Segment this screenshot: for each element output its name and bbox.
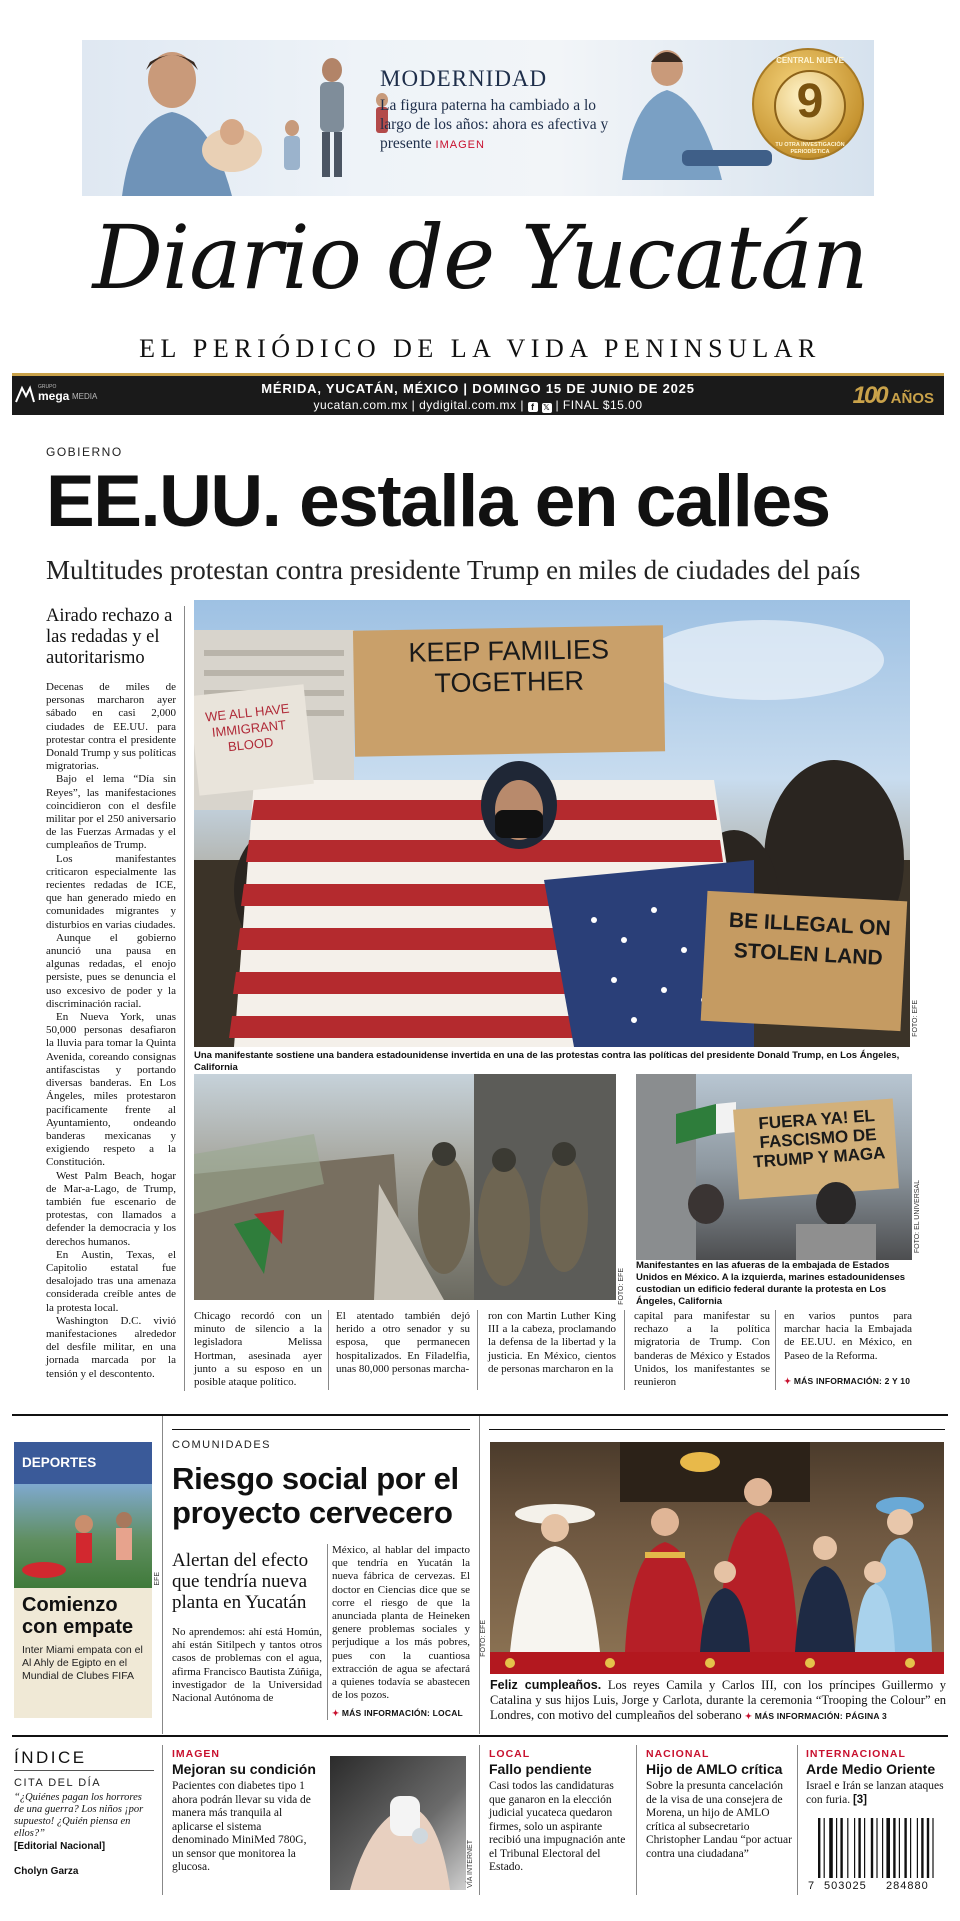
anniversary-number: 100 — [852, 382, 887, 409]
lead-photo[interactable] — [194, 600, 910, 1047]
para: Washington D.C. vivió manifestaciones alrededor del desfile militar, en una jornada marcada por la tensión y el descontento. — [46, 1314, 176, 1380]
dateline-text: MÉRIDA, YUCATÁN, MÉXICO | DOMINGO 15 DE JUNIO DE 2025 — [261, 381, 695, 396]
central-nueve-medal — [752, 48, 864, 160]
embassy-photo-credit: FOTO: EL UNIVERSAL — [914, 1180, 921, 1254]
index-rule — [14, 1770, 154, 1771]
anniversary-badge — [853, 382, 934, 410]
column-rule — [162, 1745, 163, 1895]
para: En Nueva York, unas 50,000 personas desafiaron la lluvia para tomar la Quinta Avenida, coreando consignas antifascistas y portando diversas banderas. En Los Ángeles, miles protestaron pacíficamente frente al Ayuntamiento, ondeando banderas mexicanas y exigiendo respeto a la Constitución. — [46, 1011, 176, 1169]
marines-photo-credit: FOTO: EFE — [618, 1268, 625, 1305]
logo-name: mega — [38, 389, 70, 403]
brief-imagen[interactable] — [172, 1748, 316, 1875]
barcode — [808, 1818, 944, 1898]
quote-text: “¿Quiénes pagan los horrores de una guerra? Los niños ¡por supuesto! ¿Quién piensa en ellos?” — [14, 1792, 144, 1839]
embassy-photo-caption: Manifestantes en las afueras de la embajada de Estados Unidos en México. A la izquierda, marines estadounidenses custodian un edificio federal durante la protesta en Los Ángeles, California — [636, 1260, 906, 1307]
banner-text: La figura paterna ha cambiado a lo largo de los años: ahora es afectiva y presente — [380, 97, 609, 152]
column-rule — [775, 1310, 776, 1390]
sign-immigrant-blood: WE ALL HAVE IMMIGRANT BLOOD — [204, 700, 291, 755]
section-rule — [172, 1429, 470, 1430]
more-info-label: MÁS INFORMACIÓN: — [754, 1711, 843, 1721]
anniversary-word: AÑOS — [890, 390, 934, 407]
lead-photo-caption: Una manifestante sostiene una bandera estadounidense invertida en una de las protestas contra las políticas del presidente Donald Trump, en Los Ángeles, California — [194, 1050, 900, 1073]
comunidades-deck: Alertan del efecto que tendría nueva planta en Yucatán — [172, 1550, 309, 1613]
para: West Palm Beach, hogar de Mar-a-Lago, de Trump, también fue escenario de protestas, con llamados a defender la democracia y los derechos humanos. — [46, 1169, 176, 1248]
brief-internacional[interactable] — [806, 1748, 946, 1807]
royal-caption-lead: Feliz cumpleaños. — [490, 1678, 602, 1692]
sign-fuera-ya: FUERA YA! EL FASCISMO DE TRUMP Y MAGA — [752, 1106, 886, 1172]
lead-subhead: Multitudes protestan contra presidente Trump en miles de ciudades del país — [46, 555, 861, 585]
more-info-pages: LOCAL — [432, 1708, 463, 1718]
logo-pre: GRUPO — [38, 384, 57, 390]
more-info-pages: PÁGINA 3 — [845, 1711, 887, 1721]
para: Aunque el gobierno anunció una pausa en algunas redadas, el enojo persiste, pues se denuncia el uso excesivo de poder y la discriminación racial. — [46, 931, 176, 1010]
medal-bottom-text: TU OTRA INVESTIGACIÓN PERIODÍSTICA — [775, 142, 845, 155]
brief-local[interactable] — [489, 1748, 627, 1875]
brief-nacional[interactable] — [646, 1748, 792, 1861]
column-rule — [184, 606, 185, 1391]
brief-text: Sobre la presunta cancelación de la visa de una consejera de Morena, un hijo de AMLO crítica al subsecretario Christopher Landau “por actuar contra una ciudadana” — [646, 1780, 792, 1860]
lead-col-4: capital para manifestar su rechazo a la política migratoria de Trump. Con banderas de México y Estados Unidos, los manifestantes se reunieron — [634, 1310, 770, 1389]
lead-photo-credit: FOTO: EFE — [912, 1000, 919, 1037]
lead-more-info[interactable]: ✦ MÁS INFORMACIÓN: 2 Y 10 — [784, 1376, 911, 1386]
lead-col-5: en varios puntos para marchar hacia la Embajada de EE.UU. en México, en Paseo de la Reforma. — [784, 1310, 912, 1362]
lead-col-2: El atentado también dejó herido a otro senador y su esposa, que permanecen hospitalizados. En Filadelfia, unas 80,000 personas marcha- — [336, 1310, 470, 1375]
banner-tag: IMAGEN — [435, 139, 485, 151]
quote-author: Cholyn Garza — [14, 1866, 79, 1877]
royal-scene — [490, 1442, 944, 1674]
brief-section: LOCAL — [489, 1748, 531, 1760]
comunidades-headline[interactable]: Riesgo social por el proyecto cervecero — [172, 1461, 459, 1530]
masthead-title[interactable]: Diario de Yucatán — [92, 206, 868, 309]
logo-sub: MEDIA — [72, 392, 98, 401]
barcode-bars — [808, 1818, 944, 1880]
column-rule — [479, 1745, 480, 1895]
dateline-web[interactable]: yucatan.com.mx | dydigital.com.mx | — [313, 398, 524, 412]
marines-photo[interactable] — [194, 1074, 616, 1300]
social-icons[interactable] — [528, 399, 552, 413]
column-rule — [328, 1310, 329, 1390]
brief-title: Hijo de AMLO crítica — [646, 1761, 783, 1777]
embassy-photo[interactable] — [636, 1074, 912, 1260]
brief-text: Pacientes con diabetes tipo 1 ahora podrán llevar su vida de manera más tranquila al aplicarse el sistema denominado MiniMed 780G, un sensor que monitorea la glucosa. — [172, 1780, 311, 1873]
para: En Austin, Texas, el Capitolio estatal fue desalojado tras una amenaza considerada creíble antes de la protesta local. — [46, 1248, 176, 1314]
index-title[interactable]: ÍNDICE — [14, 1748, 87, 1767]
promo-banner[interactable] — [82, 40, 874, 196]
column-rule — [479, 1416, 480, 1734]
sports-box[interactable] — [14, 1442, 161, 1718]
more-info-label: MÁS INFORMACIÓN: — [341, 1708, 431, 1718]
more-info-label: MÁS INFORMACIÓN: — [793, 1376, 883, 1386]
facebook-icon[interactable]: f — [528, 402, 538, 412]
barcode-left: 7 — [808, 1880, 815, 1892]
comunidades-more-info[interactable]: ✦ MÁS INFORMACIÓN: LOCAL — [332, 1708, 463, 1718]
brief-title: Arde Medio Oriente — [806, 1761, 936, 1777]
brief-ref: [3] — [852, 1793, 868, 1806]
para: Decenas de miles de personas marcharon ayer sábado en casi 2,000 ciudades de EE.UU. para protestar contra el presidente Donald Trump y sus políticas migratorias. — [46, 681, 176, 773]
x-icon[interactable]: 𝕏 — [543, 403, 551, 412]
comunidades-col-2: México, al hablar del impacto que tendría en Yucatán la nueva fábrica de cervezas. El doctor en Ciencias dice que se corre el riesgo de que la anunciada planta de Heineken genere problemas sociales y perjudique a los más pobres, pues con la cuantiosa extracción de agua se afectará a quienes todavía se abastecen de los pozos. — [332, 1544, 470, 1702]
lead-col-3: ron con Martin Luther King III a la cabeza, proclamando la defensa de la libertad y la justicia. En México, cientos de personas marcharon en la — [488, 1310, 616, 1375]
royal-photo-credit: FOTO: EFE — [480, 1620, 487, 1657]
section-rule — [489, 1429, 945, 1430]
sports-text: Inter Miami empata con el Al Ahly de Egipto en el Mundial de Clubes FIFA — [22, 1644, 143, 1682]
sign-stolen-land: BE ILLEGAL ON STOLEN LAND — [728, 908, 892, 970]
royal-photo[interactable] — [490, 1442, 944, 1674]
medal-top-text: CENTRAL NUEVE — [776, 56, 844, 65]
royal-more-info[interactable]: ✦ MÁS INFORMACIÓN: PÁGINA 3 — [744, 1711, 887, 1721]
column-rule — [327, 1544, 328, 1720]
brief-section: IMAGEN — [172, 1748, 220, 1760]
brief-text: Casi todos las candidaturas que ganaron en la elección judicial yucateca quedaron firmes, solo un aspirante recibió una impugnación ante el Tribunal Electoral del Estado. — [489, 1780, 626, 1873]
sports-label: DEPORTES — [14, 1442, 152, 1484]
royal-caption — [490, 1678, 946, 1724]
sign-keep-families: KEEP FAMILIES TOGETHER — [408, 634, 610, 699]
banner-title: MODERNIDAD — [380, 66, 548, 91]
lead-headline[interactable]: EE.UU. estalla en calles — [46, 461, 830, 542]
lead-col-1: Chicago recordó con un minuto de silencio a la legisladora Melissa Hortman, asesinada ayer junto a su esposo en un posible ataque político. — [194, 1310, 322, 1389]
brief-hand-photo — [330, 1756, 466, 1890]
lead-kicker: GOBIERNO — [46, 445, 123, 459]
section-rule — [12, 1414, 948, 1416]
para: Los manifestantes criticaron especialmente las recientes redadas de ICE, que han generado miedo en comunidades migrantes y disturbios en varias ciudades. — [46, 852, 176, 931]
more-info-pages: 2 Y 10 — [884, 1376, 911, 1386]
brief-text: Israel e Irán se lanzan ataques con furia. — [806, 1780, 944, 1806]
lead-sidebar — [46, 606, 176, 1381]
section-rule — [12, 1735, 948, 1737]
column-rule — [797, 1745, 798, 1895]
column-rule — [636, 1745, 637, 1895]
quote-label: CITA DEL DÍA — [14, 1777, 102, 1789]
masthead-tagline: EL PERIÓDICO DE LA VIDA PENINSULAR — [139, 334, 821, 363]
brief-section: INTERNACIONAL — [806, 1748, 906, 1760]
brief-section: NACIONAL — [646, 1748, 710, 1760]
dateline-bar — [12, 373, 944, 415]
marines-scene — [194, 1074, 616, 1300]
sports-headline[interactable]: Comienzo con empate — [22, 1594, 134, 1638]
barcode-right: 284880 — [886, 1880, 929, 1892]
comunidades-kicker: COMUNIDADES — [172, 1439, 272, 1451]
sports-credit: EFE — [154, 1572, 161, 1586]
quote-source: [Editorial Nacional] — [14, 1841, 106, 1852]
barcode-mid: 503025 — [824, 1880, 867, 1892]
royal-caption-text: Los reyes Camila y Carlos III, con los príncipes Guillermo y Catalina y sus hijos Luis, Jorge y Carlota, durante la ceremonia “Trooping the Colour” en Londres, con motivo del cumpleaños del soberano — [490, 1678, 947, 1722]
brief-title: Fallo pendiente — [489, 1761, 592, 1777]
column-rule — [162, 1416, 163, 1734]
comunidades-col-1: No aprendemos: ahí está Homún, ahí están Sitilpech y tantos otros casos de problemas con el agua, afirma Francisco Bautista Zúñiga, investigador de la Universidad Nacional Autónoma de — [172, 1626, 322, 1705]
brief-photo-credit: VÍA INTERNET — [467, 1840, 474, 1888]
sports-photo — [14, 1484, 152, 1588]
sidebar-headline[interactable]: Airado rechazo a las redadas y el autoritarismo — [46, 606, 173, 668]
dateline-price: | FINAL $15.00 — [555, 398, 643, 412]
para: Bajo el lema “Día sin Reyes”, las manifestaciones coincidieron con el desfile militar por el 250 aniversario de las Fuerzas Armadas y el cumpleaños de Trump. — [46, 773, 176, 852]
column-rule — [477, 1310, 478, 1390]
brief-title: Mejoran su condición — [172, 1761, 316, 1777]
medal-number: 9 — [796, 75, 824, 128]
sidebar-body — [46, 681, 176, 1381]
column-rule — [624, 1310, 625, 1390]
